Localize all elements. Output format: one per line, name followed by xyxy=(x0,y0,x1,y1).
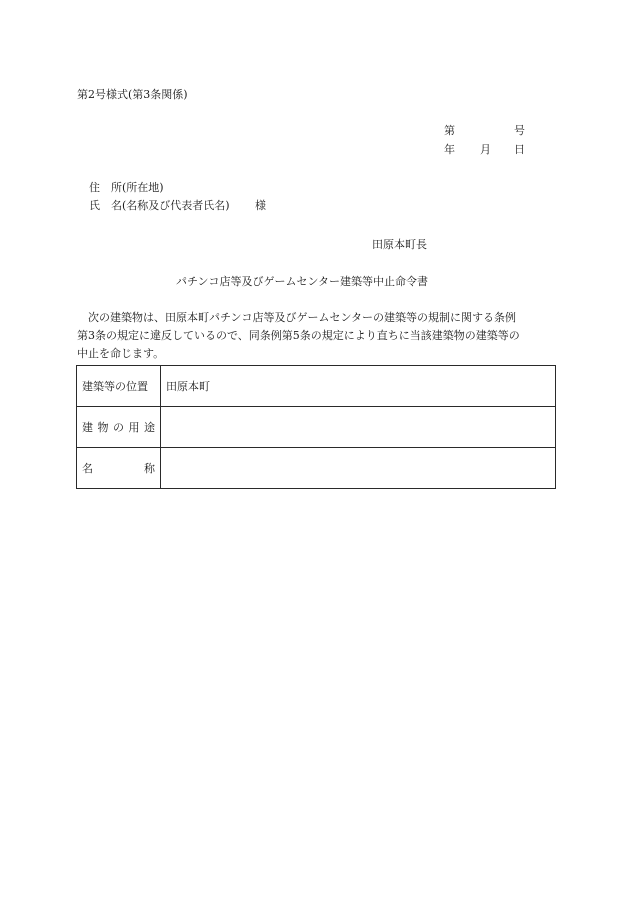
name-value-cell xyxy=(161,448,556,489)
document-number-suffix: 号 xyxy=(514,124,525,137)
table-row-use xyxy=(77,407,556,448)
table-row-location xyxy=(77,366,556,407)
addressee-address-label: 住 所(所在地) xyxy=(89,181,164,194)
date-month: 月 xyxy=(480,143,491,156)
use-value-cell xyxy=(161,407,556,448)
document-number-prefix: 第 xyxy=(444,124,455,137)
body-line: 次の建築物は、田原本町パチンコ店等及びゲームセンターの建築等の規制に関する条例 xyxy=(77,311,517,324)
order-body-text xyxy=(77,309,557,363)
use-label-cell xyxy=(77,407,161,448)
name-label: 名称 xyxy=(82,462,155,475)
form-number: 第2号様式(第3条関係) xyxy=(77,88,188,101)
body-line: 第3条の規定に違反しているので、同条例第5条の規定により直ちに当該建築物の建築等の xyxy=(77,329,520,342)
issuer-name: 田原本町長 xyxy=(372,238,427,251)
location-value: 田原本町 xyxy=(166,380,210,393)
date-day: 日 xyxy=(514,143,525,156)
body-line: 中止を命じます。 xyxy=(77,347,165,360)
use-label: 建物の用途 xyxy=(82,421,155,434)
location-value-cell xyxy=(161,366,556,407)
document-title: パチンコ店等及びゲームセンター建築等中止命令書 xyxy=(176,275,429,288)
addressee-honorific: 様 xyxy=(255,199,266,212)
building-info-table xyxy=(76,365,556,489)
addressee-name-label: 氏 名(名称及び代表者氏名) xyxy=(89,199,230,212)
name-label-cell xyxy=(77,448,161,489)
date-year: 年 xyxy=(444,143,455,156)
location-label-cell xyxy=(77,366,161,407)
location-label: 建築等の位置 xyxy=(82,380,148,393)
table-row-name xyxy=(77,448,556,489)
